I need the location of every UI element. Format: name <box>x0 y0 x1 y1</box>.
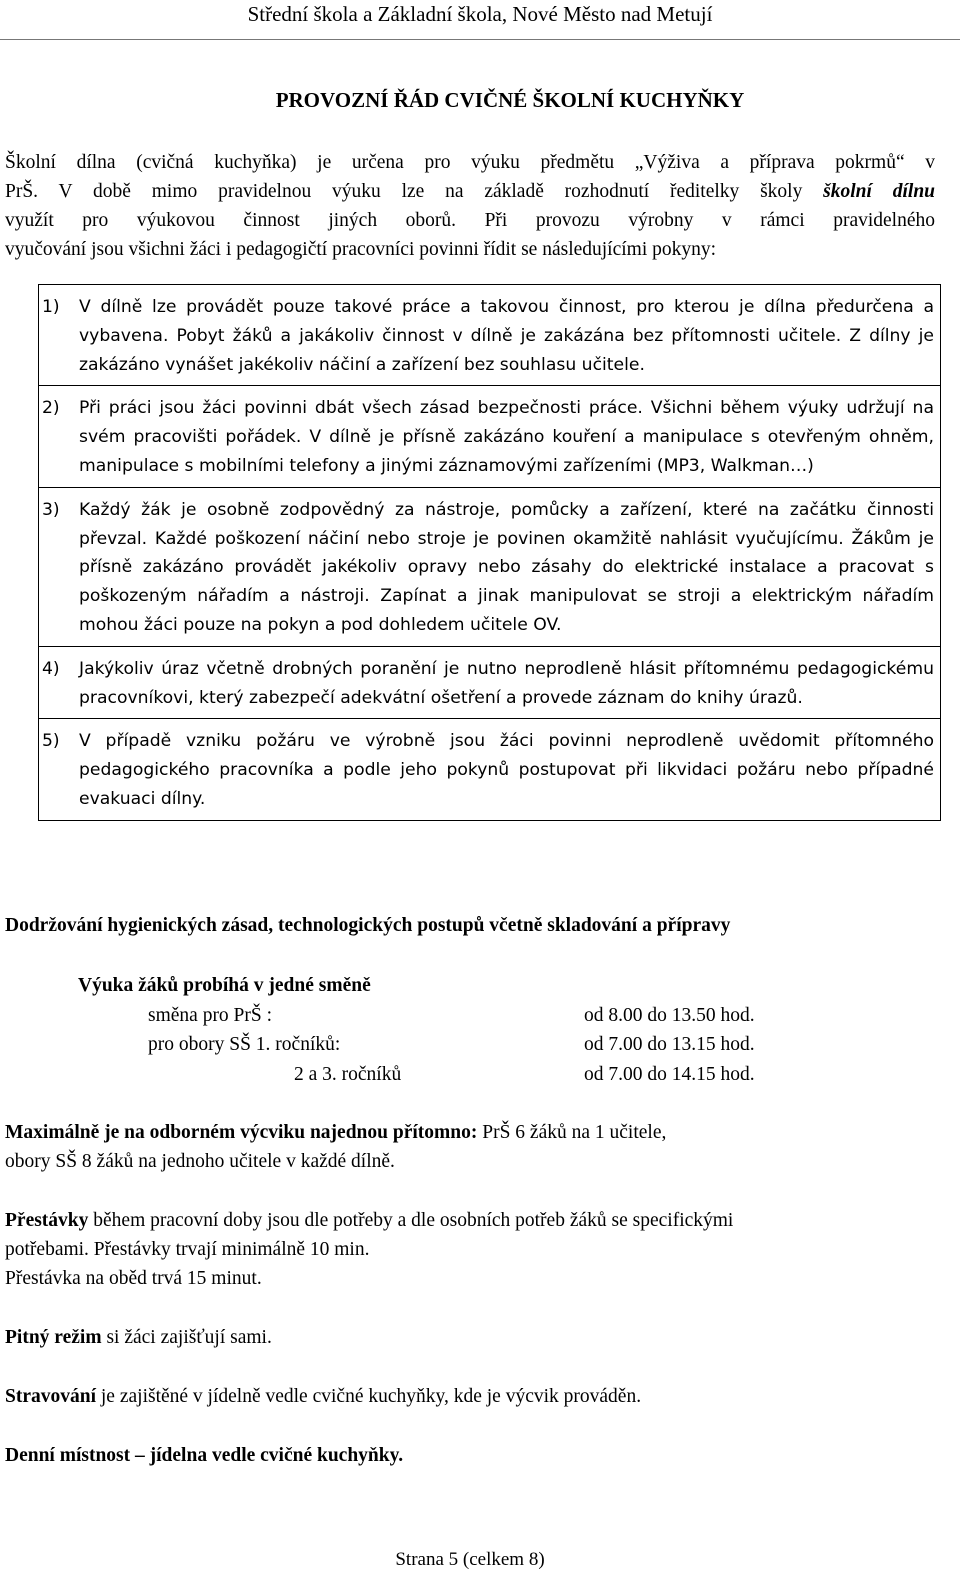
drinking-label: Pitný režim <box>5 1327 102 1348</box>
breaks-line-3: Přestávka na oběd trvá 15 minut. <box>5 1268 262 1289</box>
rule-text: V případě vzniku požáru ve výrobně jsou žáci povinni neprodleně uvědomit přítomného pedagogického pracovníka a podle jeho pokynů postupovat při likvidaci požáru nebo případné evakuaci dílny. <box>79 731 934 809</box>
rule-item <box>42 293 934 379</box>
rule-number: 5) <box>42 731 60 752</box>
rule-item <box>42 496 934 640</box>
schedule-label-1: směna pro PrŠ : <box>148 1005 273 1026</box>
breaks-text: během pracovní doby jsou dle potřeby a dle osobních potřeb žáků se specifickými <box>88 1210 734 1231</box>
breaks-line-2: potřebami. Přestávky trvají minimálně 10 min. <box>5 1239 370 1260</box>
intro-paragraph <box>5 148 935 264</box>
max-students-label: Maximálně je na odborném výcviku najednou přítomno: <box>5 1122 478 1143</box>
drinking-regime <box>5 1327 272 1349</box>
breaks-label: Přestávky <box>5 1210 89 1231</box>
meals <box>5 1386 641 1408</box>
max-students-text: PrŠ 6 žáků na 1 učitele, <box>477 1122 667 1143</box>
rule-row-2 <box>39 386 941 487</box>
rule-number: 3) <box>42 499 60 520</box>
schedule-time-1: od 8.00 do 13.50 hod. <box>584 1005 755 1026</box>
max-students-line-2: obory SŠ 8 žáků na jednoho učitele v každé dílně. <box>5 1151 395 1172</box>
rule-number: 4) <box>42 658 60 679</box>
schedule-label-3: 2 a 3. ročníků <box>294 1064 402 1085</box>
daily-room: Denní místnost – jídelna vedle cvičné kuchyňky. <box>5 1445 404 1466</box>
intro-line-1: Školní dílna (cvičná kuchyňka) je určena pro výuku předmětu „Výživa a příprava pokrmů“ v <box>5 152 935 173</box>
rule-number: 2) <box>42 398 60 419</box>
intro-line-2-emphasis: školní dílnu <box>823 181 936 202</box>
rule-row-3 <box>39 487 941 646</box>
max-students-line-1 <box>5 1122 666 1144</box>
rule-text: Při práci jsou žáci povinni dbát všech zásad bezpečnosti práce. Všichni během výuky udržují na svém pracovišti pořádek. V dílně je přísně zakázáno kouření a manipulace s otevřeným ohněm, manipulace s mobilními telefony a jinými záznamovými zařízeními (MP3, Walkman…) <box>79 398 934 476</box>
schedule-label-2: pro obory SŠ 1. ročníků: <box>148 1034 341 1055</box>
rule-item <box>42 727 934 813</box>
meals-text: je zajištěné v jídelně vedle cvičné kuchyňky, kde je výcvik prováděn. <box>96 1386 642 1407</box>
rule-text: Jakýkoliv úraz včetně drobných poranění je nutno neprodleně hlásit přítomnému pedagogickému pracovníkovi, který zabezpečí adekvátní ošetření a provede záznam do knihy úrazů. <box>79 658 934 708</box>
rule-item <box>42 655 934 713</box>
drinking-text: si žáci zajišťují sami. <box>101 1327 272 1348</box>
rule-text: V dílně lze provádět pouze takové práce a takovou činnost, pro kterou je dílna předurčena a vybavena. Pobyt žáků a jakákoliv činnost v dílně je zakázána bez přítomnosti učitele. Z dílny je zakázáno vynášet jakékoliv náčiní a zařízení bez souhlasu učitele. <box>79 297 934 375</box>
schedule-time-2: od 7.00 do 13.15 hod. <box>584 1034 755 1055</box>
meals-label: Stravování <box>5 1386 97 1407</box>
header-divider <box>0 39 960 40</box>
breaks-line-1 <box>5 1210 733 1232</box>
schedule-time-3: od 7.00 do 14.15 hod. <box>584 1064 755 1085</box>
rule-number: 1) <box>42 297 60 317</box>
rule-item <box>42 394 934 480</box>
page-footer: Strana 5 (celkem 8) <box>395 1549 545 1570</box>
document-title: PROVOZNÍ ŘÁD CVIČNÉ ŠKOLNÍ KUCHYŇKY <box>275 88 745 112</box>
rule-text: Každý žák je osobně zodpovědný za nástroje, pomůcky a zařízení, které na začátku činnosti převzal. Každé poškození náčiní nebo stroje je povinen okamžitě nahlásit vyučujícímu. Žákům je přísně zakázáno provádět jakékoliv opravy nebo zásahy do elektrické instalace a pracovat s poškozeným nářadím a nástroji. Zapínat a jinak manipulovat se stroji a elektrickým nářadím mohou žáci pouze na pokyn a pod dohledem učitele OV. <box>79 499 934 635</box>
schedule-heading: Výuka žáků probíhá v jedné směně <box>78 975 371 996</box>
intro-line-2 <box>5 177 935 206</box>
section-heading: Dodržování hygienických zásad, technologických postupů včetně skladování a přípravy <box>5 915 731 936</box>
rule-row-5 <box>39 719 941 820</box>
rule-row-1 <box>39 285 941 386</box>
rules-table <box>38 284 941 821</box>
intro-line-3: využít pro výukovou činnost jiných oborů. Při provozu výrobny v rámci pravidelného <box>5 210 935 231</box>
intro-line-4: vyučování jsou všichni žáci i pedagogičtí pracovníci povinni řídit se následujícími pokyny: <box>5 239 717 260</box>
school-header: Střední škola a Základní škola, Nové Město nad Metují <box>247 2 713 26</box>
intro-line-2-text: PrŠ. V době mimo pravidelnou výuku lze na základě rozhodnutí ředitelky školy <box>5 181 824 202</box>
rule-row-4 <box>39 646 941 719</box>
